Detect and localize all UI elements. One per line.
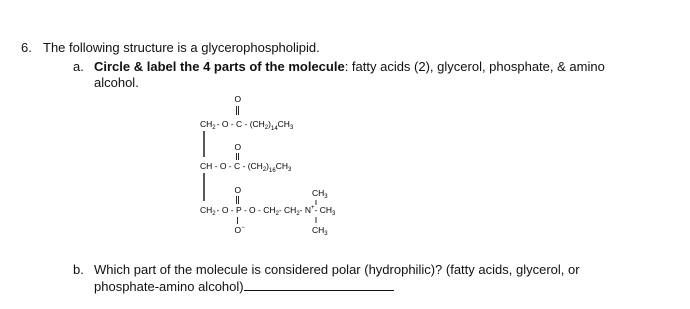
row3-phosphate-link: - O - P - O - CH <box>216 205 276 215</box>
row2-chain-count: 16 <box>269 168 276 174</box>
row2-ch-ester: CH - O - C - <box>200 161 248 171</box>
row2-chain-close: ) <box>266 161 269 171</box>
row1-chain-close: ) <box>268 119 271 129</box>
row1-tail: CH <box>277 119 290 129</box>
row1-ester-link: - O - C - <box>216 119 250 129</box>
methyl-top-ch: CH <box>312 188 325 198</box>
part-b-line2 <box>94 279 394 294</box>
part-a-rest-text: : fatty acids (2), glycerol, phosphate, & amino <box>344 59 605 74</box>
row3-ch2b: - CH <box>278 205 297 215</box>
phosphate-negative-charge: − <box>241 225 245 231</box>
carbonyl-oxygen-2: O <box>234 142 242 152</box>
row1-ch2-sub: 2 <box>212 125 216 131</box>
row2-tail-sub: 3 <box>287 167 292 173</box>
part-b-line1: Which part of the molecule is considered polar (hydrophilic)? (fatty acids, glycerol, or <box>94 262 580 277</box>
phosphate-oxygen-bottom <box>235 225 246 235</box>
row1-formula <box>200 119 294 132</box>
row2-chain: (CH <box>247 161 263 171</box>
question-number: 6. <box>21 40 32 55</box>
row2-chain-sub: 2 <box>262 167 267 173</box>
row3-ch2b-sub: 2 <box>296 211 300 217</box>
row1-ch2: CH <box>200 119 213 129</box>
row1-tail-sub: 3 <box>289 125 294 131</box>
answer-blank[interactable] <box>244 279 394 291</box>
part-a-line2: alcohol. <box>94 75 139 90</box>
part-b-letter: b. <box>73 262 84 277</box>
methyl-bottom-ch: CH <box>312 225 325 235</box>
phosphate-oxygen-top: O <box>234 185 242 195</box>
row2-tail: CH <box>275 161 288 171</box>
phosphate-o-bottom: O <box>234 225 242 235</box>
row1-chain-count: 14 <box>270 126 278 132</box>
row3-ch2a-sub: 2 <box>275 211 279 217</box>
question-text: The following structure is a glycerophospholipid. <box>43 40 320 55</box>
row3-nitrogen: - N <box>299 205 312 215</box>
part-a-letter: a. <box>73 59 84 74</box>
carbonyl-oxygen-1: O <box>234 94 242 104</box>
methyl-bottom <box>312 225 328 237</box>
row1-chain: (CH <box>249 119 265 129</box>
row1-chain-sub: 2 <box>264 125 269 131</box>
row3-ch2: CH <box>200 205 213 215</box>
methyl-top <box>312 188 328 200</box>
methyl-bottom-sub: 3 <box>324 231 328 237</box>
part-a-bold-text: Circle & label the 4 parts of the molecule <box>94 59 345 74</box>
row3-formula <box>200 205 336 217</box>
part-b-line2-text: phosphate-amino alcohol) <box>94 279 244 294</box>
row3-ch2-sub: 2 <box>212 211 216 217</box>
methyl-top-sub: 3 <box>324 194 328 200</box>
row3-end-sub: 3 <box>332 211 336 217</box>
row2-formula <box>200 161 292 174</box>
row3-nitrogen-charge: + <box>311 205 315 211</box>
row3-end-methyl: - CH <box>314 205 333 215</box>
